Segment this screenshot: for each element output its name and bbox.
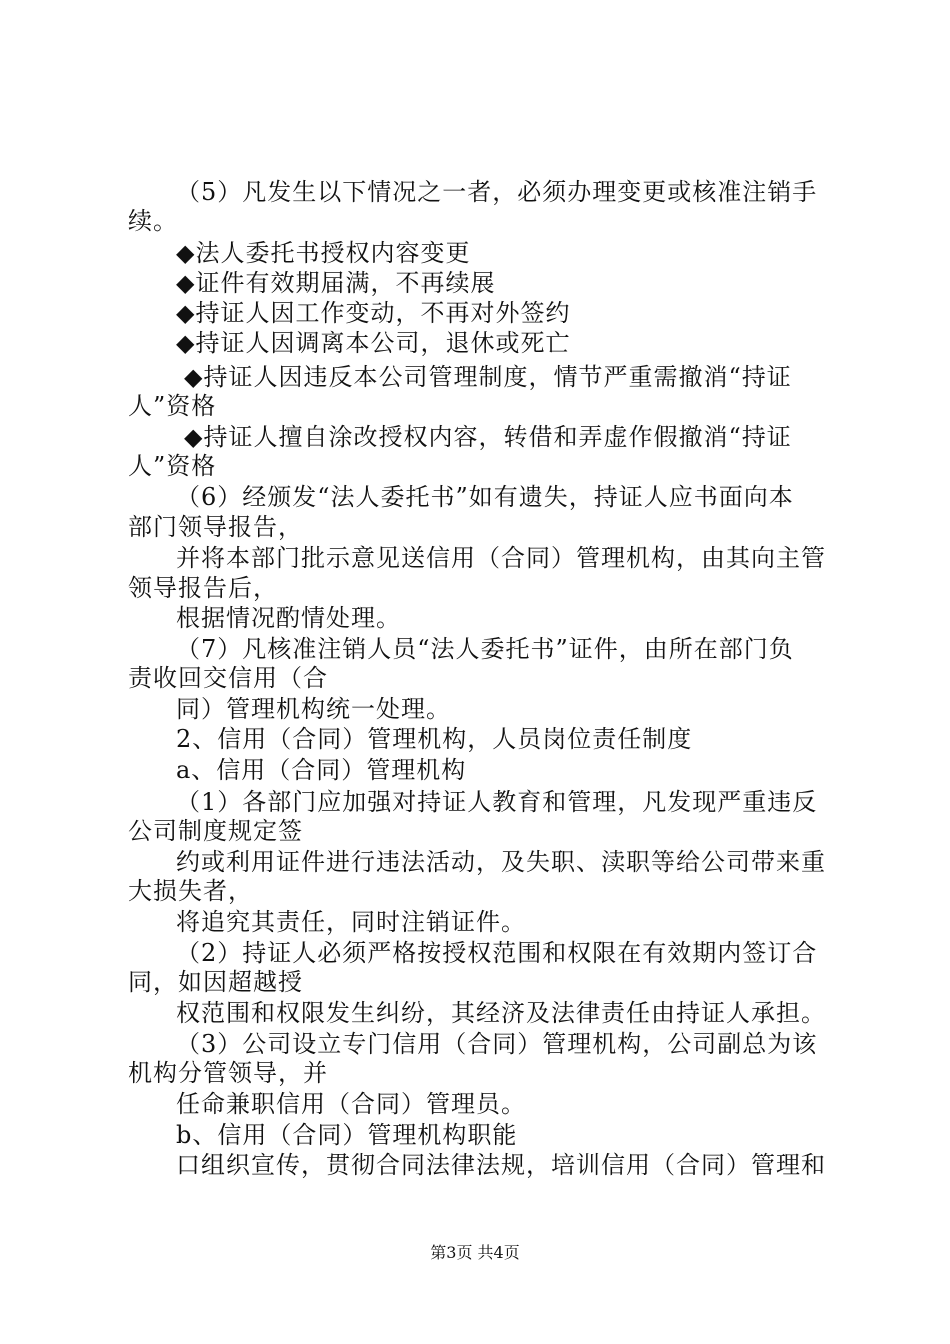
text-line: （2）持证人必须严格按授权范围和权限在有效期内签订合 xyxy=(176,939,818,967)
text-line: （5）凡发生以下情况之一者，必须办理变更或核准注销手 xyxy=(176,178,818,206)
text-line: 部门领导报告， xyxy=(128,513,303,541)
text-line: 人”资格 xyxy=(128,392,217,420)
text-line: 约或利用证件进行违法活动，及失职、渎职等给公司带来重 xyxy=(176,848,826,876)
text-line: 续。 xyxy=(128,207,178,235)
text-line: ◆证件有效期届满，不再续展 xyxy=(176,269,496,297)
text-line: 并将本部门批示意见送信用（合同）管理机构，由其向主管 xyxy=(176,544,826,572)
text-line: ◆法人委托书授权内容变更 xyxy=(176,239,471,267)
text-line: （7）凡核准注销人员“法人委托书”证件，由所在部门负 xyxy=(176,635,794,663)
text-line: ◆持证人擅自涂改授权内容，转借和弄虚作假撤消“持证 xyxy=(184,423,792,451)
text-line: 机构分管领导，并 xyxy=(128,1059,328,1087)
text-line: 口组织宣传，贯彻合同法律法规，培训信用（合同）管理和 xyxy=(176,1151,826,1179)
text-line: 人”资格 xyxy=(128,452,217,480)
text-line: （3）公司设立专门信用（合同）管理机构，公司副总为该 xyxy=(176,1030,818,1058)
text-line: ◆持证人因违反本公司管理制度，情节严重需撤消“持证 xyxy=(184,363,792,391)
text-line: 根据情况酌情处理。 xyxy=(176,604,401,632)
text-line: （6）经颁发“法人委托书”如有遗失，持证人应书面向本 xyxy=(176,483,794,511)
text-line: 权范围和权限发生纠纷，其经济及法律责任由持证人承担。 xyxy=(176,999,826,1027)
page-number-footer: 第3页 共4页 xyxy=(430,1243,520,1262)
text-line: ◆持证人因调离本公司，退休或死亡 xyxy=(176,329,571,357)
text-line: ◆持证人因工作变动，不再对外签约 xyxy=(176,299,571,327)
text-line: b、信用（合同）管理机构职能 xyxy=(176,1121,518,1149)
text-line: 领导报告后， xyxy=(128,574,278,602)
text-line: a、信用（合同）管理机构 xyxy=(176,756,467,784)
text-line: （1）各部门应加强对持证人教育和管理，凡发现严重违反 xyxy=(176,788,818,816)
text-line: 任命兼职信用（合同）管理员。 xyxy=(176,1090,526,1118)
text-line: 同）管理机构统一处理。 xyxy=(176,695,451,723)
text-line: 同，如因超越授 xyxy=(128,968,303,996)
text-line: 2、信用（合同）管理机构，人员岗位责任制度 xyxy=(176,725,693,753)
text-line: 责收回交信用（合 xyxy=(128,664,328,692)
text-line: 大损失者， xyxy=(128,877,253,905)
text-line: 将追究其责任，同时注销证件。 xyxy=(176,908,526,936)
text-line: 公司制度规定签 xyxy=(128,817,303,845)
